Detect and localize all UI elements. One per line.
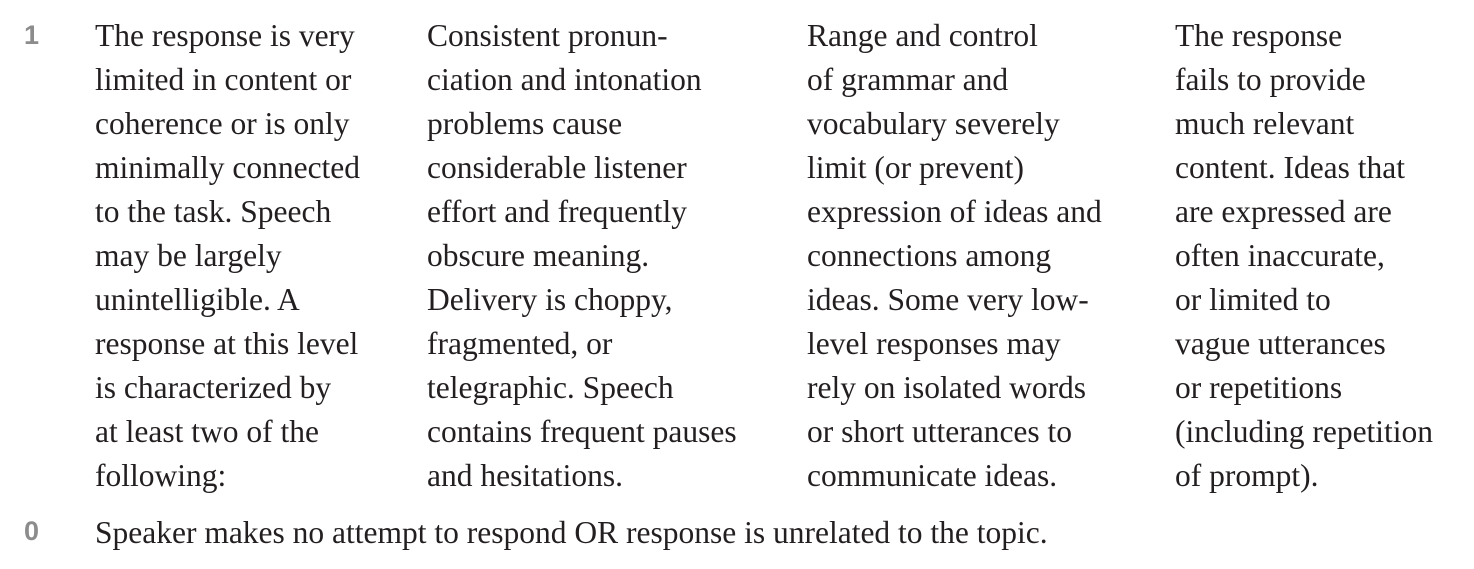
cell-line: are expressed are [1175, 194, 1392, 229]
cell-line: effort and frequently [427, 194, 688, 229]
cell-line: vocabulary severely [807, 106, 1060, 141]
cell-line: of prompt). [1175, 458, 1319, 493]
cell-line: contains frequent pauses [427, 414, 737, 449]
cell-line: problems cause [427, 106, 623, 141]
cell-line: The response [1175, 18, 1343, 53]
cell-line: considerable listener [427, 150, 687, 185]
score-0-description: Speaker makes no attempt to respond OR response is unrelated to the topic. [95, 515, 1048, 550]
cell-line: level responses may [807, 326, 1061, 361]
cell-line: limited in content or [95, 62, 352, 97]
cell-line: connections among [807, 238, 1052, 273]
score-label-1: 1 [24, 20, 40, 50]
cell-line: The response is very [95, 18, 355, 53]
cell-line: ciation and intonation [427, 62, 702, 97]
cell-line: is characterized by [95, 370, 332, 405]
topic-development-cell [1175, 14, 1433, 498]
cell-line: ideas. Some very low- [807, 282, 1089, 317]
cell-line: or repetitions [1175, 370, 1343, 405]
cell-line: expression of ideas and [807, 194, 1102, 229]
cell-line: to the task. Speech [95, 194, 332, 229]
cell-line: and hesitations. [427, 458, 623, 493]
cell-line: coherence or is only [95, 106, 350, 141]
cell-line: Range and control [807, 18, 1038, 53]
cell-line: or limited to [1175, 282, 1331, 317]
cell-line: telegraphic. Speech [427, 370, 674, 405]
cell-line: rely on isolated words [807, 370, 1087, 405]
cell-line: following: [95, 458, 227, 493]
cell-line: fragmented, or [427, 326, 613, 361]
cell-line: content. Ideas that [1175, 150, 1406, 185]
general-description-cell [95, 14, 360, 498]
cell-line: often inaccurate, [1175, 238, 1385, 273]
cell-line: response at this level [95, 326, 359, 361]
cell-line: of grammar and [807, 62, 1009, 97]
score-label-0: 0 [24, 516, 40, 546]
cell-line: communicate ideas. [807, 458, 1058, 493]
cell-line: Delivery is choppy, [427, 282, 673, 317]
delivery-cell [427, 14, 737, 498]
cell-line: or short utterances to [807, 414, 1073, 449]
cell-line: limit (or prevent) [807, 150, 1024, 185]
cell-line: Consistent pronun- [427, 18, 668, 53]
cell-line: minimally connected [95, 150, 361, 185]
cell-line: much relevant [1175, 106, 1355, 141]
cell-line: at least two of the [95, 414, 319, 449]
cell-line: fails to provide [1175, 62, 1366, 97]
language-use-cell [807, 14, 1102, 498]
cell-line: may be largely [95, 238, 282, 273]
cell-line: vague utterances [1175, 326, 1386, 361]
cell-line: obscure meaning. [427, 238, 650, 273]
cell-line: unintelligible. A [95, 282, 300, 317]
cell-line: (including repetition [1175, 414, 1434, 449]
